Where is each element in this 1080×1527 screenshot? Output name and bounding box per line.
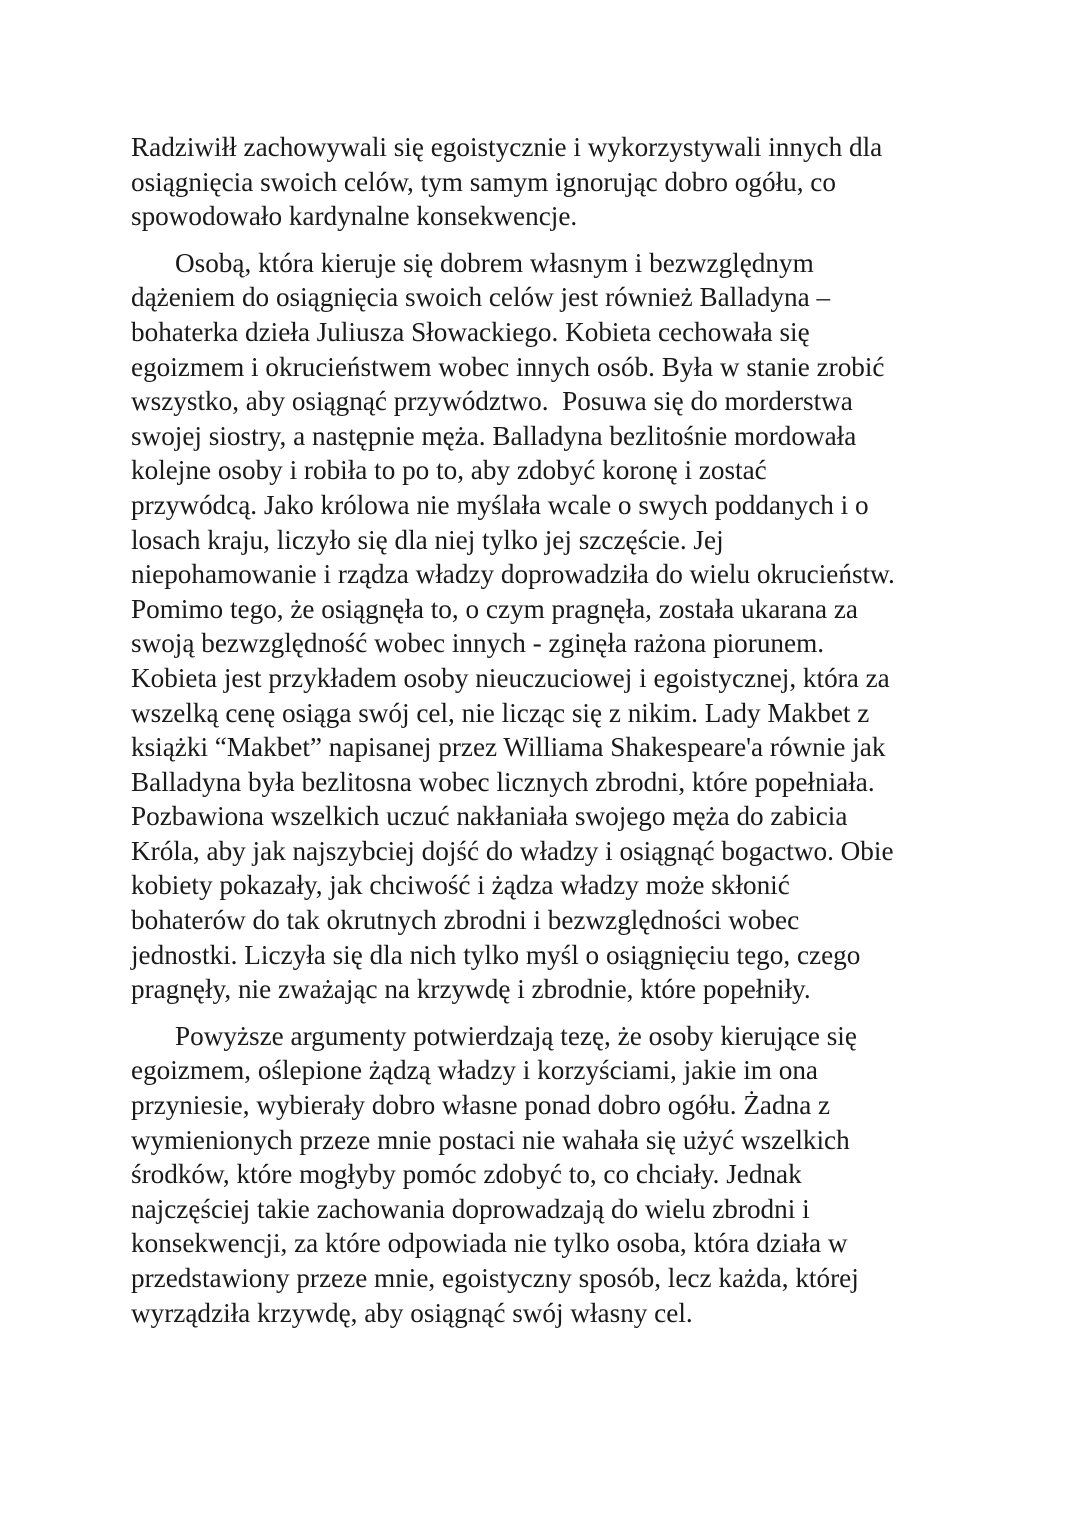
text-line: egoizmem, oślepione żądzą władzy i korzyściami, jakie im ona — [131, 1055, 818, 1086]
text-line: bohaterów do tak okrutnych zbrodni i bezwzględności wobec — [131, 905, 800, 936]
text-line: kobiety pokazały, jak chciwość i żądza władzy może skłonić — [131, 870, 790, 901]
text-line: Pomimo tego, że osiągnęła to, o czym pragnęła, została ukarana za — [131, 593, 858, 624]
text-line: Balladyna była bezlitosna wobec licznych zbrodni, które popełniała. — [131, 766, 875, 797]
text-line: wszystko, aby osiągnąć przywództwo. Posuwa się do morderstwa — [131, 386, 853, 417]
text-line: Pozbawiona wszelkich uczuć nakłaniała swojego męża do zabicia — [131, 801, 848, 832]
text-line: przywódcą. Jako królowa nie myślała wcale o swych poddanych i o — [131, 489, 869, 520]
text-line: kolejne osoby i robiła to po to, aby zdobyć koronę i zostać — [131, 455, 767, 486]
text-line: niepohamowanie i rządza władzy doprowadziła do wielu okrucieństw. — [131, 559, 895, 590]
text-line: środków, które mogłyby pomóc zdobyć to, co chciały. Jednak — [131, 1159, 802, 1190]
text-line: przedstawiony przeze mnie, egoistyczny sposób, lecz każda, której — [131, 1263, 859, 1293]
text-line: osiągnięcia swoich celów, tym samym ignorując dobro ogółu, co — [131, 166, 836, 197]
text-line: bohaterka dzieła Juliusza Słowackiego. Kobieta cechowała się — [131, 316, 810, 347]
paragraph-2 — [131, 246, 961, 1007]
text-line: przyniesie, wybierały dobro własne ponad dobro ogółu. Żadna z — [131, 1090, 831, 1121]
text-line: swojej siostry, a następnie męża. Balladyna bezlitośnie mordowała — [131, 420, 857, 451]
text-line: egoizmem i okrucieństwem wobec innych osób. Była w stanie zrobić — [131, 351, 885, 382]
text-line: Powyższe argumenty potwierdzają tezę, że osoby kierujące się — [175, 1020, 857, 1051]
paragraph-3 — [131, 1019, 961, 1330]
text-line: dążeniem do osiągnięcia swoich celów jest również Balladyna – — [131, 282, 831, 313]
text-line: Króla, aby jak najszybciej dojść do władzy i osiągnąć bogactwo. Obie — [131, 835, 894, 866]
text-line: swoją bezwzględność wobec innych - zginęła rażona piorunem. — [131, 628, 825, 659]
text-line: losach kraju, liczyło się dla niej tylko jej szczęście. Jej — [131, 524, 724, 555]
text-line: książki “Makbet” napisanej przez Williama Shakespeare'a równie jak — [131, 732, 886, 763]
text-line: Kobieta jest przykładem osoby nieuczuciowej i egoistycznej, która za — [131, 662, 890, 693]
text-line: jednostki. Liczyła się dla nich tylko myśl o osiągnięciu tego, czego — [131, 939, 861, 970]
text-line: Radziwiłł zachowywali się egoistycznie i wykorzystywali innych dla — [131, 132, 883, 162]
text-line: wymienionych przeze mnie postaci nie wahała się użyć wszelkich — [131, 1124, 850, 1155]
essay-body — [131, 130, 961, 1330]
text-line: konsekwencji, za które odpowiada nie tylko osoba, która działa w — [131, 1228, 848, 1259]
paragraph-1 — [131, 130, 961, 234]
text-line: wszelką cenę osiąga swój cel, nie licząc się z nikim. Lady Makbet z — [131, 697, 870, 728]
text-line: najczęściej takie zachowania doprowadzają do wielu zbrodni i — [131, 1193, 810, 1224]
text-line: spowodowało kardynalne konsekwencje. — [131, 201, 578, 232]
text-line: wyrządziła krzywdę, aby osiągnąć swój własny cel. — [131, 1297, 693, 1328]
text-line: Osobą, która kieruje się dobrem własnym i bezwzględnym — [175, 247, 814, 278]
text-line: pragnęły, nie zważając na krzywdę i zbrodnie, które popełniły. — [131, 974, 811, 1005]
